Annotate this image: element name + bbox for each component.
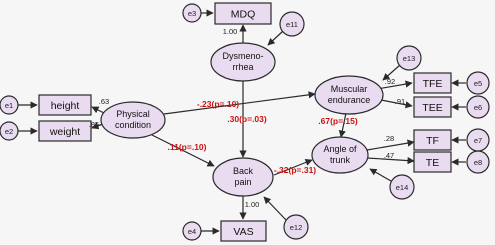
e8-label: e8 xyxy=(473,158,483,167)
e3-label: e3 xyxy=(187,9,197,18)
e1-label: e1 xyxy=(4,101,14,110)
height-label: height xyxy=(50,100,80,112)
edge-e11-dysmenorrhea xyxy=(268,31,283,45)
tee-box[interactable] xyxy=(414,97,451,117)
back-pain-node[interactable] xyxy=(213,158,273,196)
edge-e12-backpain xyxy=(264,197,287,221)
e4-node[interactable] xyxy=(183,222,201,240)
tf-box[interactable] xyxy=(414,130,451,150)
e11-label: e11 xyxy=(286,20,298,29)
weight-box[interactable] xyxy=(39,121,91,141)
e6-label: e6 xyxy=(473,103,483,112)
physical-condition-node[interactable] xyxy=(101,102,165,138)
e4-label: e4 xyxy=(187,227,197,236)
vas-label: VAS xyxy=(233,226,254,238)
weight-tee: .91 xyxy=(394,97,406,106)
coef-muscular-angle: .67(p=.15) xyxy=(318,116,358,126)
e13-label: e13 xyxy=(402,54,416,63)
muscular-label-1: Muscular xyxy=(330,84,368,94)
tfe-box[interactable] xyxy=(414,73,451,93)
angle-label-2: trunk xyxy=(329,155,351,165)
vas-box[interactable] xyxy=(221,221,266,241)
physical-label-2: condition xyxy=(114,120,152,130)
weight-height: .63 xyxy=(98,97,110,106)
te-box[interactable] xyxy=(414,152,451,172)
weight-te: .47 xyxy=(383,151,395,160)
mdq-box[interactable] xyxy=(215,3,271,24)
e6-node[interactable] xyxy=(467,96,489,118)
e5-node[interactable] xyxy=(467,72,489,94)
physical-label-1: Physical xyxy=(116,109,150,119)
weight-vas: 1.00 xyxy=(244,200,260,209)
e14-node[interactable] xyxy=(390,175,414,199)
backpain-label-2: pain xyxy=(234,177,252,187)
muscular-endurance-node[interactable] xyxy=(315,76,383,114)
e12-node[interactable] xyxy=(284,215,308,239)
dysmenorrhea-node[interactable] xyxy=(211,43,275,81)
e7-node[interactable] xyxy=(467,129,489,151)
e5-label: e5 xyxy=(473,79,483,88)
edge-pc-muscular xyxy=(164,94,315,114)
e14-label: e14 xyxy=(395,183,409,192)
e3-node[interactable] xyxy=(183,4,201,22)
edge-pc-height xyxy=(92,107,104,113)
dysmenorrhea-label-1: Dysmeno- xyxy=(222,51,264,61)
coef-pc-backpain: .11(p=.10) xyxy=(167,142,207,152)
weight-weight: .85 xyxy=(88,120,100,129)
height-box[interactable] xyxy=(39,95,91,115)
edge-at-tf xyxy=(367,142,414,150)
angle-label-1: Angle of xyxy=(323,144,357,154)
tf-label: TF xyxy=(426,135,439,147)
e12-label: e12 xyxy=(289,223,303,232)
e8-node[interactable] xyxy=(467,151,489,173)
e2-label: e2 xyxy=(4,127,14,136)
dysmenorrhea-label-2: rrhea xyxy=(232,62,254,72)
tfe-label: TFE xyxy=(422,78,443,90)
edge-e14-angle xyxy=(370,169,391,181)
mdq-label: MDQ xyxy=(230,8,256,21)
e7-label: e7 xyxy=(473,136,483,145)
muscular-label-2: endurance xyxy=(327,95,371,105)
e2-node[interactable] xyxy=(0,122,18,140)
angle-of-trunk-node[interactable] xyxy=(312,137,368,173)
weight-tf: .28 xyxy=(383,134,395,143)
e11-node[interactable] xyxy=(280,12,304,36)
coef-pc-muscular: -.23(p=.10) xyxy=(196,99,240,109)
weight-label: weight xyxy=(49,126,81,138)
tee-label: TEE xyxy=(422,102,443,114)
e1-node[interactable] xyxy=(0,96,18,114)
coef-dysmenorrhea: .30(p=.03) xyxy=(227,114,267,124)
e13-node[interactable] xyxy=(397,46,421,70)
te-label: TE xyxy=(425,157,440,169)
coef-backpain-angle: -.32(p=.31) xyxy=(273,165,317,175)
weight-mdq: 1.00 xyxy=(222,27,238,36)
backpain-label-1: Back xyxy=(232,166,254,176)
weight-tfe: .92 xyxy=(384,77,396,86)
